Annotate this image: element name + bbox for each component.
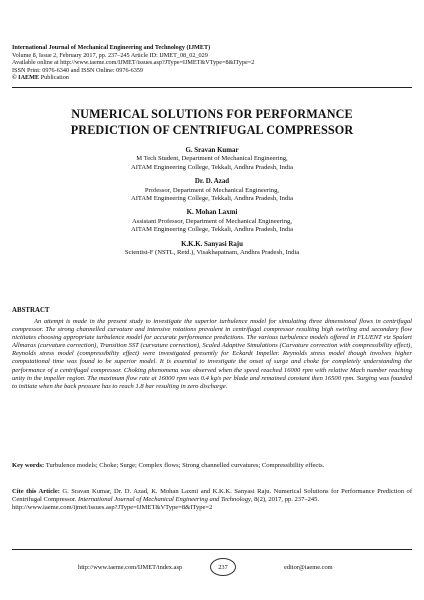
citation (12, 488, 412, 512)
issn-line: ISSN Print: 0976-6340 and ISSN Online: 0976-6359 (12, 66, 143, 74)
author-block (12, 178, 412, 203)
publisher-suffix: Publication (39, 74, 69, 82)
author-list (12, 147, 412, 263)
cite-journal: International Journal of Mechanical Engineering and Technology (78, 496, 251, 504)
footer-email[interactable]: editor@iaeme.com (284, 564, 333, 571)
author-name: K.K.K. Sanyasi Raju (181, 240, 243, 248)
keywords (12, 462, 412, 470)
journal-header (12, 44, 412, 82)
author-affiliation: Scientist-F (NSTL, Retd.), Visakhapatnam, Andhra Pradesh, India (124, 249, 300, 257)
cite-tail: , 8(2), 2017, pp. 237–245. (250, 496, 320, 504)
footer-rule (12, 549, 412, 550)
author-name: Dr. D. Azad (194, 178, 230, 186)
author-block (12, 147, 412, 172)
author-name: G. Sravan Kumar (185, 147, 239, 154)
author-affiliation: AITAM Engineering College, Tekkali, Andhra Pradesh, India (130, 163, 294, 171)
author-affiliation: M Tech Student, Department of Mechanical Engineering, (136, 155, 288, 163)
cite-label: Cite this Article: (12, 488, 60, 495)
available-line: Available online at http://www.iaeme.com/IJMET/issues.asp?JType=IJMET&VType=8&IType=2 (12, 59, 255, 67)
author-affiliation: Assistant Professor, Department of Mechanical Engineering, (132, 217, 292, 225)
footer-url[interactable]: http://www.iaeme.com/IJMET/index.asp (78, 564, 183, 571)
copyright-symbol: © (12, 74, 19, 82)
publisher-line (12, 74, 412, 82)
title-line-2: PREDICTION OF CENTRIFUGAL COMPRESSOR (70, 123, 354, 137)
header-rule (12, 87, 412, 88)
author-affiliation: AITAM Engineering College, Tekkali, Andhra Pradesh, India (130, 226, 294, 234)
page-footer (12, 558, 412, 578)
paper-title (12, 106, 412, 138)
abstract-heading: ABSTRACT (12, 307, 50, 314)
volume-line: Volume 8, Issue 2, February 2017, pp. 237–245 Article ID: IJMET_08_02_029 (12, 51, 208, 59)
author-affiliation: AITAM Engineering College, Tekkali, Andhra Pradesh, India (130, 195, 294, 203)
author-block (12, 241, 412, 258)
cite-url[interactable]: http://www.iaeme.com/ijmet/issues.asp?JType=IJMET&VType=8&IType=2 (12, 504, 213, 512)
abstract-text: An attempt is made in the present study to investigate the superior turbulence model for simulating three dimensional flows in centrifugal compressor. The strong channelled curvature and intensive rotations prevalent in centrifugal compressor resulting high swirling and secondary flow nictitates choosing appropriate turbulence model for accurate performance predictions. The various turbulence models offered in FLUENT viz Spalart Allmaras (curvature correction), Transition SST (curvature correction), Scaled Adaptive Simulations (Curvature correction with compressibility effect), Reynolds stress model (compressibility effect) were investigated presently for Eckardt Impeller. Reynolds stress model though involves higher computational time was found to be superior model. It is essential to investigate the onset of surge and choke for completely understanding the performance of a centrifugal compressor. Choking phenomena was observed when the speed reached 16000 rpm with relative Mach number reaching unity in the impeller region. The maximum flow rate at 16000 rpm was 0.4 kg/s per blade and remained constant then 16500 rpm. Surging was founded to initiate when the back pressure has to reach 1.8 bar resulting in zero discharge. (12, 318, 412, 390)
keywords-label: Key words: (12, 462, 45, 469)
publisher-brand: IAEME (18, 74, 40, 82)
author-affiliation: Professor, Department of Mechanical Engineering, (144, 186, 280, 194)
journal-name: International Journal of Mechanical Engineering and Technology (IJMET) (12, 44, 211, 51)
cite-text: G. Sravan Kumar, Dr. D. Azad, K. Mohan Laxmi and K.K.K. Sanyasi Raju. Numerical Solutions for Performance Prediction of Centrifugal Compressor. (12, 488, 412, 504)
author-name: K. Mohan Laxmi (186, 209, 238, 217)
page-number: 237 (210, 558, 236, 576)
author-block (12, 209, 412, 234)
title-line-1: NUMERICAL SOLUTIONS FOR PERFORMANCE (71, 107, 353, 121)
keywords-text: Turbulence models; Choke; Surge; Complex flows; Strong channelled curvatures; Compressibility effects. (44, 462, 325, 469)
